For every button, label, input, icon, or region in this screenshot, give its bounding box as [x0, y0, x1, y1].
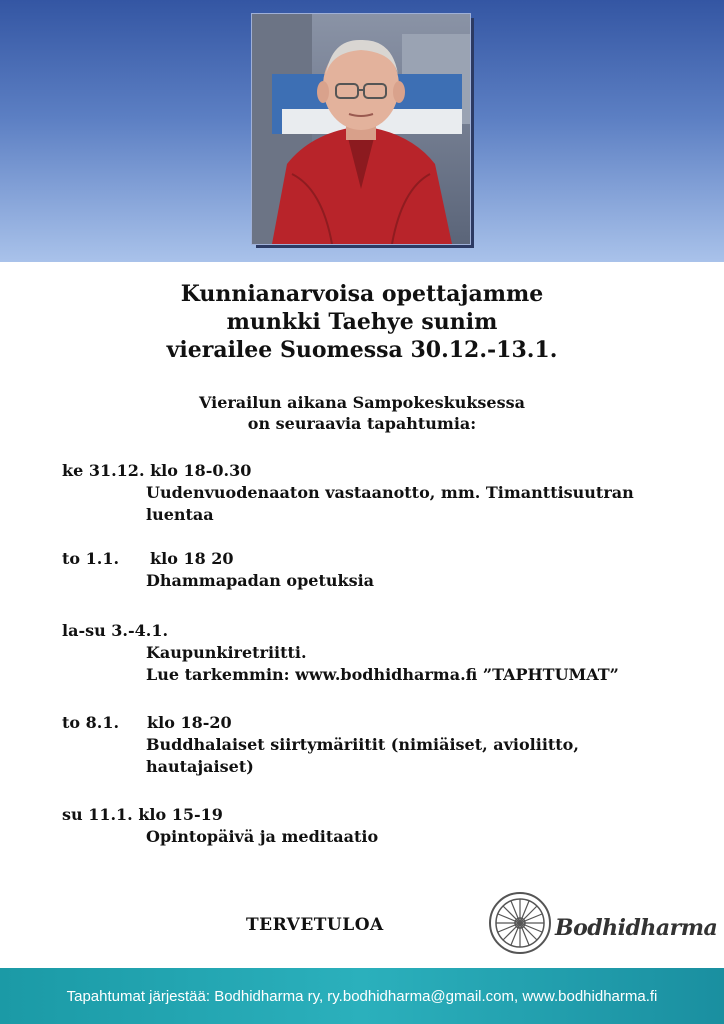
- subtitle-line: on seuraavia tapahtumia:: [247, 414, 477, 433]
- event-time: klo 18-20: [147, 713, 232, 732]
- event-description: Kaupunkiretriitti.: [146, 643, 307, 662]
- title-line: vierailee Suomessa 30.12.-13.1.: [166, 337, 558, 363]
- title-line: Kunnianarvoisa opettajamme: [180, 281, 544, 307]
- title-line: munkki Taehye sunim: [226, 309, 498, 335]
- event-item: [62, 548, 712, 592]
- event-date: su 11.1. klo 15-19: [62, 805, 223, 824]
- event-description: Dhammapadan opetuksia: [146, 571, 375, 590]
- portrait-illustration: [252, 14, 470, 244]
- event-item: [62, 620, 712, 686]
- event-title: [0, 280, 724, 364]
- teacher-portrait: [251, 13, 471, 245]
- event-description: luentaa: [146, 505, 214, 524]
- event-description: Lue tarkemmin: www.bodhidharma.fi ”TAPHTUMAT”: [146, 665, 619, 684]
- event-date: ke 31.12. klo 18-0.30: [62, 461, 252, 480]
- event-subtitle: [0, 392, 724, 434]
- event-date: to 1.1.: [62, 549, 120, 568]
- subtitle-line: Vierailun aikana Sampokeskuksessa: [198, 393, 525, 412]
- event-item: [62, 804, 712, 848]
- event-date: la-su 3.-4.1.: [62, 621, 169, 640]
- event-description: Uudenvuodenaaton vastaanotto, mm. Timanttisuutran: [146, 483, 634, 502]
- event-item: [62, 460, 712, 526]
- event-description: Buddhalaiset siirtymäriitit (nimiäiset, avioliitto,: [146, 735, 579, 754]
- event-list: [62, 460, 712, 848]
- logo-wordmark: Bodhidharma: [555, 915, 718, 941]
- footer-bar: [0, 968, 724, 1024]
- event-description: Opintopäivä ja meditaatio: [146, 827, 379, 846]
- welcome-text: TERVETULOA: [246, 915, 384, 935]
- footer-contact: Tapahtumat järjestää: Bodhidharma ry, ry.bodhidharma@gmail.com, www.bodhidharma.fi: [66, 987, 658, 1005]
- event-date: to 8.1.: [62, 713, 120, 732]
- event-description: hautajaiset): [146, 757, 254, 776]
- event-time: klo 18 20: [150, 549, 234, 568]
- event-item: [62, 712, 712, 778]
